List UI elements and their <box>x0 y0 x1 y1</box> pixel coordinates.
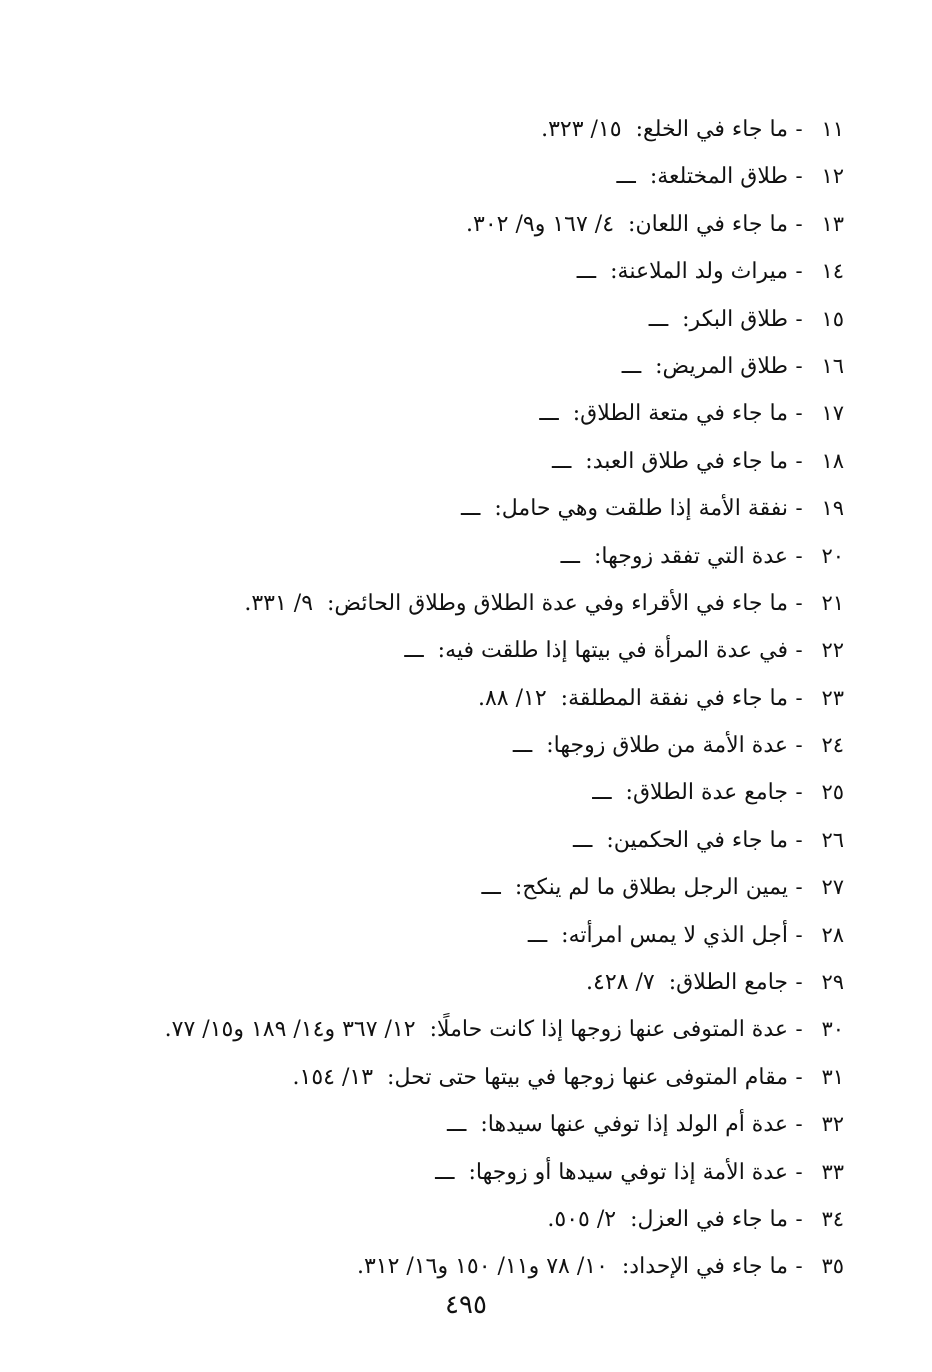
entry-title: عدة الأمة إذا توفي سيدها أو زوجها: <box>468 1159 788 1185</box>
entry-dash: - <box>795 164 803 189</box>
chapter-entry <box>44 959 844 1006</box>
entry-dash: - <box>795 306 803 331</box>
entry-title: ما جاء في الخلع: <box>635 117 788 142</box>
entry-dash: - <box>795 685 803 710</box>
entry-title: طلاق المريض: <box>655 353 788 379</box>
entry-dash: - <box>795 353 803 378</box>
entry-title: طلاق البكر: <box>682 306 788 332</box>
entry-title: جامع عدة الطلاق: <box>625 780 788 806</box>
chapter-entry <box>44 580 844 627</box>
entry-reference: ٩/ ٣٣١. <box>244 590 314 616</box>
entry-number: ٢٥ <box>821 780 844 805</box>
chapter-entry <box>44 533 844 580</box>
entry-dash: - <box>795 1254 803 1279</box>
entry-reference: ـــ <box>621 353 642 379</box>
entry-title: نفقة الأمة إذا طلقت وهي حامل: <box>494 496 788 522</box>
entry-title: ما جاء في نفقة المطلقة: <box>560 685 788 711</box>
entry-dash: - <box>795 448 803 473</box>
entry-reference: ـــ <box>648 306 669 332</box>
chapter-entry <box>44 769 844 816</box>
entry-title: مقام المتوفى عنها زوجها في بيتها حتى تحل: <box>387 1064 788 1090</box>
entry-number: ٣٢ <box>821 1112 844 1137</box>
entry-number: ١٥ <box>821 306 844 331</box>
entry-title: ميراث ولد الملاعنة: <box>610 259 788 285</box>
entry-reference: ١٥/ ٣٢٣. <box>541 117 622 142</box>
entry-dash: - <box>795 780 803 805</box>
entry-number: ١٣ <box>821 211 844 236</box>
chapter-entry <box>44 1006 844 1053</box>
entry-reference: ١٠/ ٧٨ و١١/ ١٥٠ و١٦/ ٣١٢. <box>356 1254 608 1280</box>
entry-dash: - <box>795 638 803 663</box>
entry-reference: ـــ <box>461 496 481 522</box>
entry-number: ٢٠ <box>821 543 844 568</box>
entry-reference: ـــ <box>447 1112 467 1138</box>
entry-title: ما جاء في اللعان: <box>628 211 788 237</box>
entry-reference: ـــ <box>573 827 593 853</box>
entry-number: ١٤ <box>821 259 844 284</box>
entry-dash: - <box>795 543 803 568</box>
entry-number: ٢١ <box>821 590 844 615</box>
chapter-entry <box>44 390 844 437</box>
entry-title: عدة المتوفى عنها زوجها إذا كانت حاملًا: <box>429 1017 788 1043</box>
entry-reference: ـــ <box>592 780 612 806</box>
entry-dash: - <box>795 401 803 426</box>
entry-number: ٣٣ <box>821 1159 844 1184</box>
chapter-entry <box>44 343 844 390</box>
entry-number: ٢٧ <box>821 875 844 900</box>
entry-number: ٣٤ <box>821 1206 844 1231</box>
page-number: ٤٩٥ <box>445 1290 487 1320</box>
chapter-entry <box>44 106 844 153</box>
entry-reference: ـــ <box>560 543 580 569</box>
entry-dash: - <box>795 1159 803 1184</box>
entry-reference: ـــ <box>539 401 559 427</box>
entry-dash: - <box>795 1064 803 1089</box>
chapter-entry <box>44 1243 844 1290</box>
entry-reference: ٤/ ١٦٧ و٩/ ٣٠٢. <box>466 211 615 237</box>
entry-dash: - <box>795 259 803 284</box>
entry-title: طلاق المختلعة: <box>649 164 788 190</box>
entry-title: ما جاء في طلاق العبد: <box>585 448 788 474</box>
chapter-entry <box>44 201 844 248</box>
entry-number: ٢٨ <box>821 922 844 947</box>
entry-dash: - <box>795 922 803 947</box>
entry-number: ١١ <box>821 117 844 141</box>
entry-reference: ـــ <box>512 733 533 759</box>
entry-title: في عدة المرأة في بيتها إذا طلقت فيه: <box>437 638 788 664</box>
entry-dash: - <box>795 211 803 236</box>
entry-reference: ١٢/ ٨٨. <box>477 685 547 711</box>
entry-reference: ـــ <box>527 922 548 948</box>
entry-title: أجل الذي لا يمس امرأته: <box>561 922 788 948</box>
chapter-entry <box>44 912 844 959</box>
entry-dash: - <box>795 496 803 521</box>
entry-reference: ـــ <box>551 448 572 474</box>
entry-number: ١٩ <box>821 496 844 521</box>
entry-number: ٢٢ <box>821 638 844 663</box>
entry-dash: - <box>795 1206 803 1231</box>
entry-dash: - <box>795 590 803 615</box>
entry-number: ٢٦ <box>821 827 844 852</box>
entry-title: جامع الطلاق: <box>668 970 788 996</box>
entry-dash: - <box>795 1017 803 1042</box>
entry-reference: ـــ <box>576 259 597 285</box>
entry-reference: ـــ <box>435 1159 455 1185</box>
entry-number: ١٢ <box>821 164 844 189</box>
chapter-entry <box>44 1054 844 1101</box>
entry-reference: ـــ <box>481 875 501 901</box>
entry-title: ما جاء في متعة الطلاق: <box>572 401 788 427</box>
entry-number: ٢٩ <box>821 970 844 995</box>
entry-title: عدة الأمة من طلاق زوجها: <box>546 733 788 759</box>
entry-reference: ١٣/ ١٥٤. <box>292 1064 374 1090</box>
entry-title: ما جاء في الإحداد: <box>621 1254 788 1280</box>
entry-title: ما جاء في الحكمين: <box>606 827 788 853</box>
chapter-entry <box>44 627 844 674</box>
entry-reference: ٢/ ٥٠٥. <box>547 1206 617 1232</box>
chapter-entry <box>44 248 844 295</box>
chapter-list <box>44 106 844 1291</box>
chapter-entry <box>44 864 844 911</box>
chapter-entry <box>44 1196 844 1243</box>
entry-number: ٣٠ <box>821 1017 844 1042</box>
entry-number: ٢٤ <box>821 733 844 758</box>
entry-reference: ـــ <box>404 638 424 664</box>
chapter-entry <box>44 1149 844 1196</box>
entry-title: يمين الرجل بطلاق ما لم ينكح: <box>514 875 788 901</box>
entry-title: ما جاء في الأقراء وفي عدة الطلاق وطلاق الحائض: <box>327 590 788 616</box>
entry-number: ٣٥ <box>821 1254 844 1279</box>
entry-number: ١٨ <box>821 448 844 473</box>
chapter-entry <box>44 153 844 200</box>
entry-number: ١٧ <box>821 401 844 426</box>
chapter-entry <box>44 438 844 485</box>
entry-dash: - <box>795 827 803 852</box>
entry-dash: - <box>795 117 803 141</box>
entry-reference: ـــ <box>616 164 636 190</box>
entry-reference: ٧/ ٤٢٨. <box>586 970 655 996</box>
chapter-entry <box>44 722 844 769</box>
entry-dash: - <box>795 970 803 995</box>
entry-dash: - <box>795 733 803 758</box>
entry-number: ١٦ <box>821 353 844 378</box>
entry-dash: - <box>795 875 803 900</box>
chapter-entry <box>44 1101 844 1148</box>
entry-dash: - <box>795 1112 803 1137</box>
chapter-entry <box>44 485 844 532</box>
entry-title: عدة التي تفقد زوجها: <box>593 543 788 569</box>
entry-title: عدة أم الولد إذا توفي عنها سيدها: <box>480 1112 788 1138</box>
entry-title: ما جاء في العزل: <box>630 1206 788 1232</box>
chapter-entry <box>44 817 844 864</box>
chapter-entry <box>44 296 844 343</box>
entry-reference: ١٢/ ٣٦٧ و١٤/ ١٨٩ و١٥/ ٧٧. <box>164 1017 416 1043</box>
entry-number: ٣١ <box>821 1064 844 1089</box>
entry-number: ٢٣ <box>821 685 844 710</box>
chapter-entry <box>44 675 844 722</box>
